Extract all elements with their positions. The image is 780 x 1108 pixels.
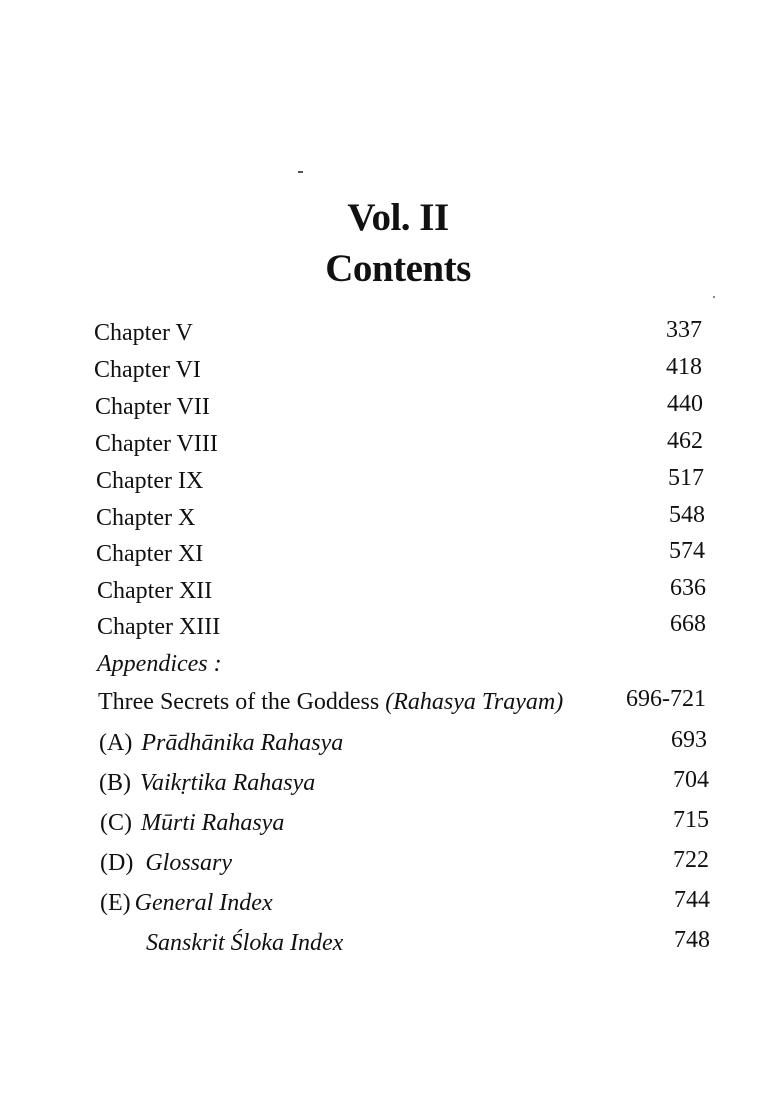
toc-label: Chapter XII <box>97 578 213 604</box>
toc-label: Sanskrit Śloka Index <box>146 930 344 956</box>
toc-prefix: (B) <box>99 770 131 796</box>
toc-label: Glossary <box>145 850 232 876</box>
toc-prefix: (D) <box>100 850 134 876</box>
toc-label: Chapter VII <box>95 394 210 420</box>
toc-page-number: 748 <box>674 927 710 953</box>
toc-page-number: 693 <box>671 727 707 753</box>
toc-label: Chapter VIII <box>95 431 218 457</box>
toc-label: Chapter V <box>94 320 193 346</box>
toc-label-italic: (Rahasya Trayam) <box>385 689 564 715</box>
toc-label: General Index <box>134 890 273 916</box>
toc-label: Chapter X <box>96 505 196 531</box>
toc-page-number: 744 <box>674 887 710 913</box>
toc-page-number: 462 <box>667 428 703 454</box>
toc-page-number: 715 <box>673 807 709 833</box>
toc-prefix: (E) <box>100 890 131 916</box>
toc-page-number: 722 <box>673 847 709 873</box>
toc-page-number: 418 <box>666 354 702 380</box>
page-title: Contents <box>325 247 471 290</box>
toc-page-number: 704 <box>673 767 709 793</box>
toc-label: Prādhānika Rahasya <box>141 730 344 756</box>
toc-label: Chapter IX <box>96 468 204 494</box>
toc-page-number: 337 <box>666 317 702 343</box>
volume-heading: Vol. II <box>347 196 449 239</box>
toc-label: Vaikṛtika Rahasya <box>140 770 316 796</box>
toc-page-number: 696-721 <box>626 686 706 712</box>
toc-page-number: 574 <box>669 538 705 564</box>
toc-prefix: (A) <box>99 730 133 756</box>
toc-prefix: (C) <box>100 810 132 836</box>
toc-page-number: 440 <box>667 391 703 417</box>
toc-label: Chapter XIII <box>97 614 221 640</box>
toc-label: Mūrti Rahasya <box>141 810 285 836</box>
toc-page-number: 636 <box>670 575 706 601</box>
toc-page-number: 517 <box>668 465 704 491</box>
table-of-contents: Chapter V 337 Chapter VI 418 Chapter VII 440 Chapter VIII 462 Chapter IX 517 Chapter X 548 Chapter XI 574 Chapter XII 636 Chapter XIII 668 Appendices : Three Secrets of the Goddess (Rahasya Trayam) 696-721 (A) Prādhānika Rahasya 693 (B) Vaikṛtika Rahasya 704 (C) Mūrti Rahasya 715 (D) Glossary 722 (E) General Index 744 Sanskrit Śloka Index 748 <box>94 317 710 956</box>
toc-label: Chapter VI <box>94 357 201 383</box>
toc-label: Chapter XI <box>96 541 204 567</box>
toc-page-number: 548 <box>669 502 705 528</box>
toc-page-number: 668 <box>670 611 706 637</box>
toc-label: Three Secrets of the Goddess <box>98 689 380 715</box>
